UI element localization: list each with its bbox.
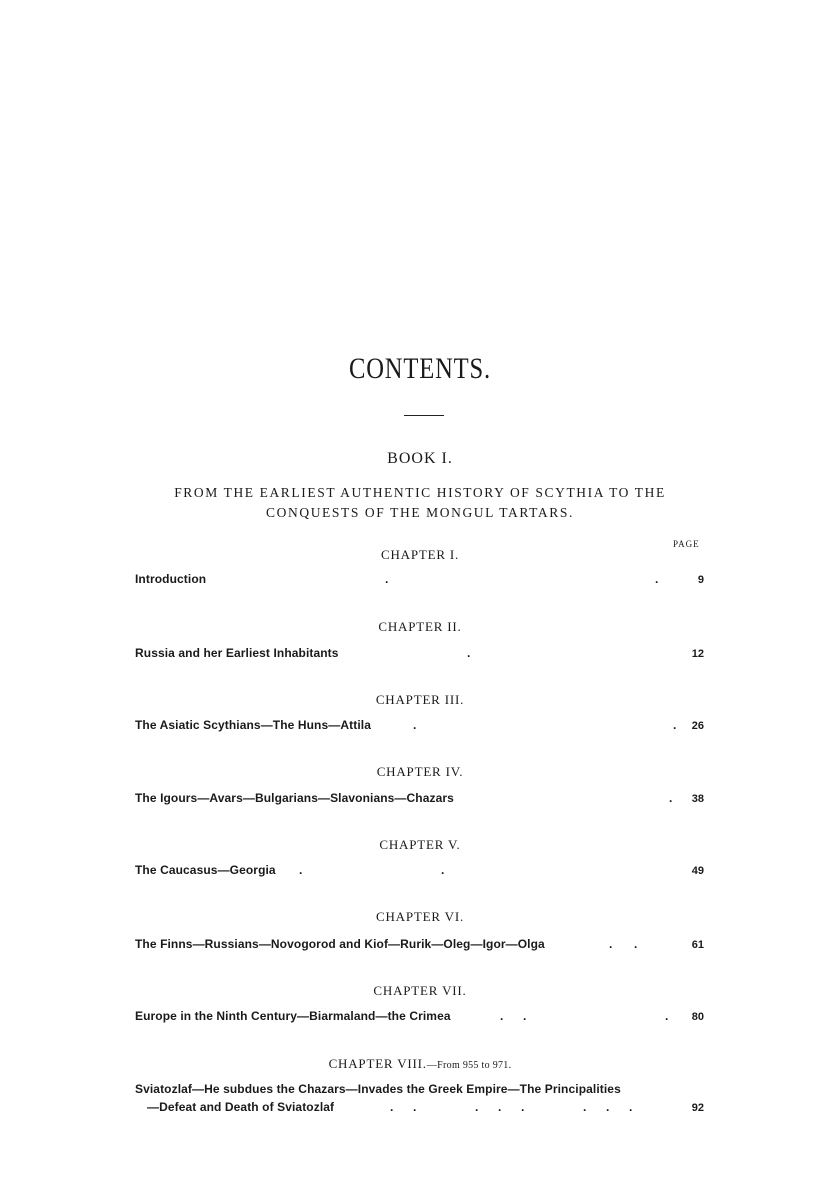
chapter-heading: CHAPTER I. xyxy=(380,547,460,562)
leader-dot: . xyxy=(665,1009,669,1023)
leader-dot: . xyxy=(385,572,389,586)
leader-dot: . xyxy=(441,863,445,877)
chapter-heading xyxy=(0,1056,840,1072)
page-title: CONTENTS. xyxy=(348,352,491,385)
leader-dot: . xyxy=(523,1009,527,1023)
leader-dot: . xyxy=(655,572,659,586)
chapter-heading: CHAPTER II. xyxy=(378,619,462,634)
leader-dot: . xyxy=(521,1100,525,1114)
page-column-label: PAGE xyxy=(673,539,700,549)
leader-dot: . xyxy=(467,646,471,660)
page-number: 80 xyxy=(691,1011,704,1023)
book-heading: BOOK I. xyxy=(387,450,453,467)
chapter-heading: CHAPTER VII. xyxy=(373,983,467,998)
leader-dot: . xyxy=(413,1100,417,1114)
leader-dot: . xyxy=(673,718,677,732)
page-number: 92 xyxy=(691,1102,704,1114)
page-number: 38 xyxy=(691,793,704,805)
page-number: 12 xyxy=(691,648,704,660)
page-number: 61 xyxy=(691,939,704,951)
book-subtitle-line-2: CONQUESTS OF THE MONGUL TARTARS. xyxy=(266,505,574,520)
chapter-heading: CHAPTER III. xyxy=(375,692,465,707)
leader-dot: . xyxy=(500,1009,504,1023)
chapter-heading: CHAPTER IV. xyxy=(376,764,464,779)
page-number: 26 xyxy=(691,720,704,732)
leader-dot: . xyxy=(475,1100,479,1114)
leader-dot: . xyxy=(390,1100,394,1114)
chapter-heading: CHAPTER VI. xyxy=(375,909,464,924)
leader-dot: . xyxy=(634,937,638,951)
leader-dot: . xyxy=(609,937,613,951)
leader-dot: . xyxy=(498,1100,502,1114)
chapter-heading-main: CHAPTER VIII. xyxy=(328,1056,427,1071)
leader-dot: . xyxy=(629,1100,633,1114)
leader-dot: . xyxy=(583,1100,587,1114)
leader-dot: . xyxy=(299,863,303,877)
chapter-entry-line-2: —Defeat and Death of Sviatozlaf xyxy=(147,1100,335,1114)
chapter-entry: The Finns—Russians—Novogorod and Kiof—Rurik—Oleg—Igor—Olga xyxy=(135,937,545,951)
chapter-heading-dates: —From 955 to 971. xyxy=(426,1060,512,1071)
chapter-entry: Introduction xyxy=(135,572,207,586)
chapter-entry: The Asiatic Scythians—The Huns—Attila xyxy=(135,718,371,732)
book-subtitle-line-1: FROM THE EARLIEST AUTHENTIC HISTORY OF SCYTHIA TO THE xyxy=(174,485,666,500)
chapter-entry: The Caucasus—Georgia xyxy=(135,863,276,877)
chapter-entry: Russia and her Earliest Inhabitants xyxy=(135,646,339,660)
title-divider xyxy=(404,415,444,416)
page-number: 49 xyxy=(691,865,704,877)
page-number: 9 xyxy=(697,574,704,586)
chapter-entry: Europe in the Ninth Century—Biarmaland—the Crimea xyxy=(135,1009,451,1023)
leader-dot: . xyxy=(669,791,673,805)
chapter-entry: The Igours—Avars—Bulgarians—Slavonians—Chazars xyxy=(135,791,454,805)
leader-dot: . xyxy=(413,718,417,732)
chapter-heading: CHAPTER V. xyxy=(379,837,461,852)
leader-dot: . xyxy=(606,1100,610,1114)
chapter-entry-line-1: Sviatozlaf—He subdues the Chazars—Invades the Greek Empire—The Principalities xyxy=(135,1082,621,1096)
